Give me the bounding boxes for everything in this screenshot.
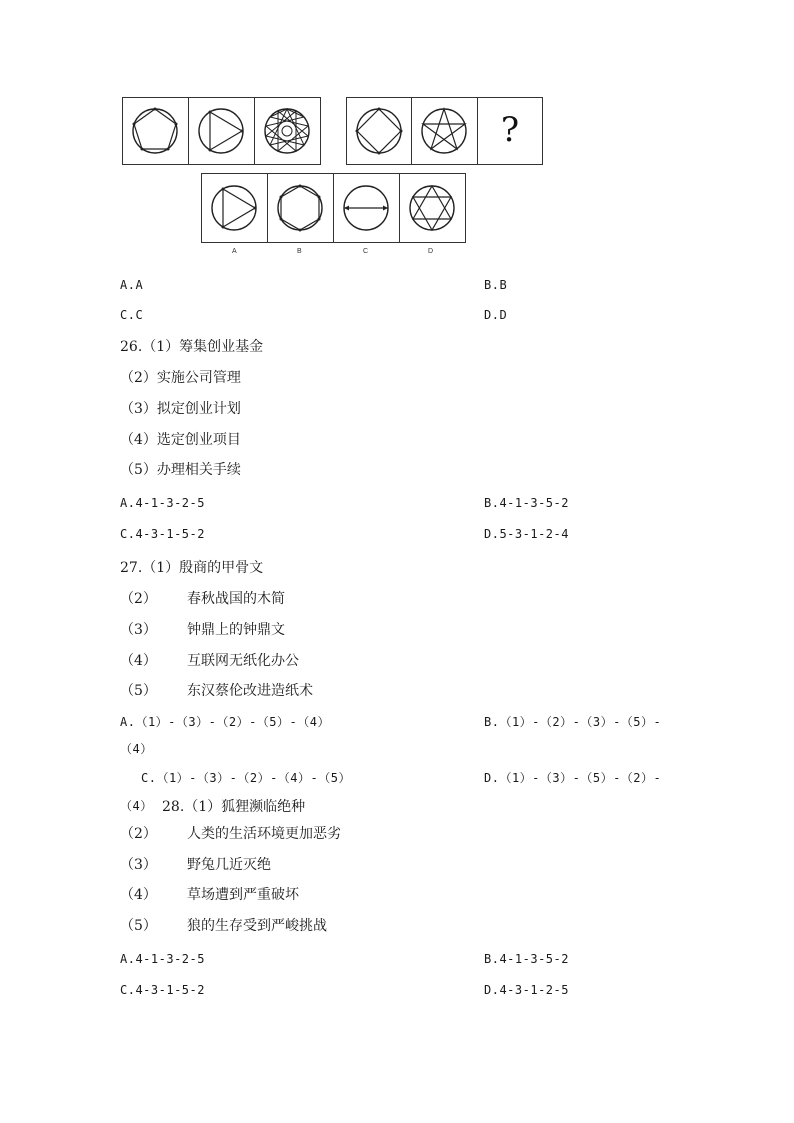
q25-option-d[interactable]: D.D (484, 308, 508, 322)
q27-text-3: 钟鼎上的钟鼎文 (187, 622, 285, 638)
q27-text-2: 春秋战国的木简 (187, 591, 285, 607)
q28-text-3: 野兔几近灭绝 (187, 857, 271, 873)
panel-4 (346, 97, 412, 165)
q28-num-4: （4） (120, 887, 157, 903)
q28-option-d[interactable]: D.4-3-1-2-5 (484, 983, 569, 997)
q28-text-2: 人类的生活环境更加恶劣 (187, 826, 341, 842)
q27-option-c[interactable]: C.（1）-（3）-（2）-（4）-（5） (141, 771, 351, 785)
panel-question (477, 97, 543, 165)
q26-line-5: （5）办理相关手续 (120, 462, 241, 478)
choice-b-hexagon-figure (268, 174, 333, 242)
q27-num-5: （5） (120, 683, 157, 699)
pentagon-circle-figure (123, 98, 188, 164)
choice-a-panel (201, 173, 268, 243)
q27-text-5: 东汉蔡伦改进造纸术 (187, 683, 313, 699)
q27-num-3: （3） (120, 622, 157, 638)
q28-text-4: 草场遭到严重破坏 (187, 887, 299, 903)
choice-c-diameter-figure (334, 174, 399, 242)
q28-num-3: （3） (120, 857, 157, 873)
q27-num-4: （4） (120, 653, 157, 669)
choice-d-hexagram-figure (400, 174, 465, 242)
choice-caption-a: A (232, 248, 237, 255)
q28-option-a[interactable]: A.4-1-3-2-5 (120, 952, 205, 966)
panel-1 (122, 97, 189, 165)
panel-2 (188, 97, 255, 165)
q25-option-a[interactable]: A.A (120, 278, 144, 292)
question-mark: ? (500, 110, 520, 150)
q27-option-b-cont: （4） (120, 742, 153, 756)
q25-option-c[interactable]: C.C (120, 308, 144, 322)
q27-option-b[interactable]: B.（1）-（2）-（3）-（5）- (484, 715, 662, 729)
q25-option-b[interactable]: B.B (484, 278, 508, 292)
choice-caption-d: D (428, 248, 434, 255)
q28-text-5: 狼的生存受到严峻挑战 (187, 918, 327, 934)
triangle-circle-figure (189, 98, 254, 164)
q28-option-c[interactable]: C.4-3-1-5-2 (120, 983, 205, 997)
q28-num-2: （2） (120, 826, 157, 842)
q26-line-3: （3）拟定创业计划 (120, 401, 241, 417)
choice-a-triangle-figure (202, 174, 267, 242)
q27-option-a[interactable]: A.（1）-（3）-（2）-（5）-（4） (120, 715, 330, 729)
q26-option-b[interactable]: B.4-1-3-5-2 (484, 496, 569, 510)
seven-point-star-figure (255, 98, 320, 164)
q28-line-1: 28.（1）狐狸濒临绝种 (162, 799, 306, 815)
q27-option-d-cont: （4） (120, 799, 153, 813)
q28-num-5: （5） (120, 918, 157, 934)
q27-line-1: 27.（1）殷商的甲骨文 (120, 560, 264, 576)
choice-b-panel (267, 173, 334, 243)
q26-line-4: （4）选定创业项目 (120, 432, 241, 448)
choice-c-panel (333, 173, 400, 243)
q26-option-d[interactable]: D.5-3-1-2-4 (484, 527, 569, 541)
q27-text-4: 互联网无纸化办公 (187, 653, 299, 669)
choice-caption-c: C (363, 248, 369, 255)
q28-option-b[interactable]: B.4-1-3-5-2 (484, 952, 569, 966)
q27-num-2: （2） (120, 591, 157, 607)
q26-line-1: 26.（1）筹集创业基金 (120, 339, 264, 355)
pentagram-circle-figure (412, 98, 477, 164)
panel-5 (411, 97, 478, 165)
q26-line-2: （2）实施公司管理 (120, 370, 241, 386)
q27-option-d[interactable]: D.（1）-（3）-（5）-（2）- (484, 771, 662, 785)
q26-option-c[interactable]: C.4-3-1-5-2 (120, 527, 205, 541)
square-circle-figure (347, 98, 411, 164)
choice-d-panel (399, 173, 466, 243)
q26-option-a[interactable]: A.4-1-3-2-5 (120, 496, 205, 510)
panel-3 (254, 97, 321, 165)
choice-caption-b: B (297, 248, 302, 255)
